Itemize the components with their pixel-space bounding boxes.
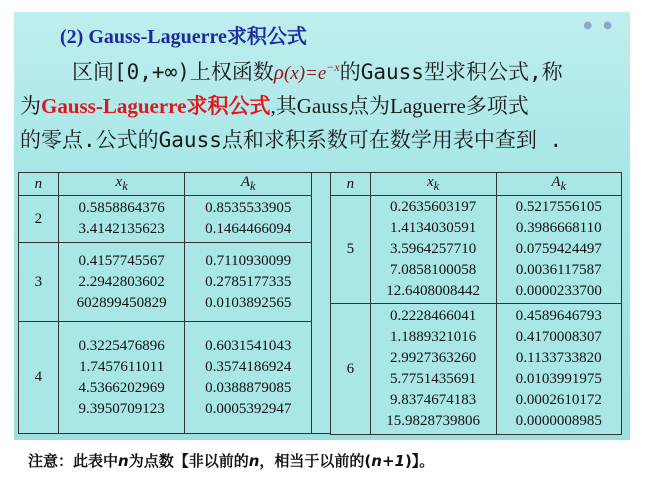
- cell-a-values: [496, 304, 622, 435]
- table-header-row: [331, 173, 622, 196]
- weight-value: 0.0002610172: [515, 392, 602, 408]
- cell-n: 2: [19, 196, 59, 243]
- cell-a-values: [496, 196, 622, 304]
- node-value: 7.0858100058: [390, 262, 477, 278]
- header-x: [58, 173, 185, 196]
- line1-text-a: 区间[0,+∞)上权函数: [72, 60, 274, 84]
- note-text-b: 为点数【非以前的: [128, 452, 249, 470]
- paragraph-line-1: [72, 56, 563, 86]
- node-value: 2.9927363260: [390, 350, 477, 366]
- node-value: 0.5858864376: [78, 200, 165, 216]
- slide-panel: [14, 12, 630, 440]
- gauss-laguerre-table: [18, 172, 622, 434]
- node-value: 2.2942803602: [78, 273, 165, 290]
- note-text-c: ，相当于以前的(: [259, 452, 372, 470]
- cell-n: 6: [331, 304, 371, 435]
- node-value: 1.4134030591: [390, 220, 477, 236]
- cell-x-values: [58, 196, 185, 243]
- table-row: [331, 196, 622, 304]
- weight-value: 0.6031541043: [205, 337, 292, 354]
- node-value: 1.7457611011: [79, 358, 165, 375]
- weight-value: 0.0103991975: [515, 371, 602, 387]
- cell-x-values: [58, 322, 185, 434]
- table-row: [19, 196, 312, 243]
- table-right: [330, 172, 622, 435]
- cell-n: 3: [19, 243, 59, 322]
- weight-value: 0.2785177335: [205, 273, 292, 290]
- node-value: 0.2228466041: [390, 308, 477, 324]
- weight-value: 0.0005392947: [205, 400, 292, 417]
- node-value: 12.6408008442: [386, 283, 480, 299]
- node-value: 15.9828739806: [386, 413, 480, 429]
- paragraph-line-3: 的零点.公式的Gauss点和求积系数可在数学用表中查到 .: [20, 128, 563, 152]
- header-x-label: x: [427, 174, 434, 190]
- node-value: 602899450829: [76, 294, 167, 311]
- weight-value: 0.0759424497: [515, 241, 602, 257]
- node-value: 0.2635603197: [390, 199, 477, 215]
- weight-function: (x)=e: [283, 63, 327, 84]
- table-row: [19, 322, 312, 434]
- header-x-label: x: [115, 174, 123, 190]
- weight-value: 0.1133733820: [515, 350, 602, 366]
- weight-value: 0.3574186924: [205, 358, 292, 375]
- weight-value: 0.0000233700: [515, 283, 602, 299]
- weight-value: 0.1464466094: [205, 221, 292, 237]
- node-value: 3.4142135623: [78, 221, 165, 237]
- cell-n: 5: [331, 196, 371, 304]
- weight-value: 0.3986668110: [515, 220, 602, 236]
- weight-value: 0.0036117587: [515, 262, 602, 278]
- note-text-d: )】。: [404, 452, 435, 470]
- weight-value: 0.4589646793: [515, 308, 602, 324]
- weight-value: 0.8535533905: [205, 200, 292, 216]
- node-value: 0.3225476896: [78, 337, 165, 354]
- cell-x-values: [370, 304, 496, 435]
- note-text-a: 注意：此表中: [28, 452, 119, 470]
- note-n2: n: [248, 452, 260, 470]
- header-x: [370, 173, 496, 196]
- weight-exponent: −x: [326, 60, 340, 74]
- slide-dots-decoration: ● ●: [583, 20, 616, 31]
- weight-value: 0.0000008985: [515, 413, 602, 429]
- node-value: 9.8374674183: [390, 392, 477, 408]
- highlight-term: Gauss-Laguerre求积公式: [41, 94, 271, 118]
- header-x-sub: k: [122, 179, 128, 193]
- node-value: 5.7751435691: [390, 371, 477, 387]
- header-n: n: [19, 173, 59, 196]
- line1-text-b: 的Gauss型求积公式,称: [339, 60, 563, 84]
- node-value: 1.1889321016: [390, 329, 477, 345]
- weight-value: 0.0103892565: [205, 294, 292, 311]
- header-x-sub: k: [433, 179, 440, 193]
- footnote: [28, 450, 434, 471]
- table-header-row: [19, 173, 312, 196]
- weight-value: 0.4170008307: [515, 329, 602, 345]
- paragraph-line-2: [20, 90, 529, 120]
- cell-x-values: [370, 196, 496, 304]
- weight-value: 0.0388879085: [205, 379, 292, 396]
- header-a-label: A: [240, 174, 251, 190]
- header-a-sub: k: [250, 179, 256, 193]
- header-a-label: A: [551, 174, 561, 190]
- line2-text-a: 为: [20, 94, 41, 118]
- section-title: (2) Gauss-Laguerre求积公式: [60, 26, 307, 48]
- weight-value: 0.7110930099: [205, 252, 292, 269]
- table-row: [331, 304, 622, 435]
- header-a: [185, 173, 312, 196]
- line2-text-b: ,其Gauss点为Laguerre多项式: [270, 94, 529, 118]
- node-value: 3.5964257710: [390, 241, 477, 257]
- node-value: 0.4157745567: [78, 252, 165, 269]
- cell-n: 4: [19, 322, 59, 434]
- cell-x-values: [58, 243, 185, 322]
- table-row: [19, 243, 312, 322]
- note-n3: n+1: [371, 452, 405, 470]
- cell-a-values: [185, 196, 312, 243]
- cell-a-values: [185, 243, 312, 322]
- node-value: 9.3950709123: [78, 400, 165, 417]
- header-a: [496, 173, 622, 196]
- cell-a-values: [185, 322, 312, 434]
- table-left: [18, 172, 312, 434]
- node-value: 4.5366202969: [78, 379, 165, 396]
- header-n: n: [331, 173, 371, 196]
- header-a-sub: k: [560, 179, 567, 193]
- table-separator: [312, 172, 330, 434]
- weight-value: 0.5217556105: [515, 199, 602, 215]
- note-n: n: [118, 452, 129, 470]
- rho-symbol: ρ: [273, 60, 284, 84]
